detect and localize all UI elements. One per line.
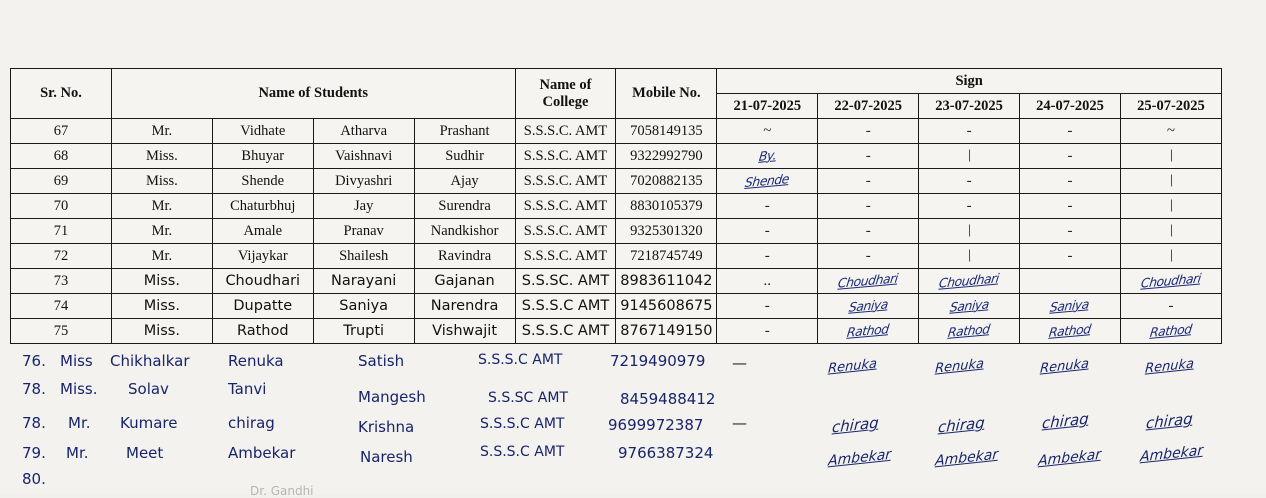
sign-mark: ~ [763,122,772,139]
cell-sign-2[interactable] [818,319,919,344]
cell-title: Miss. [111,169,212,194]
sign-mark: \ [1165,195,1177,216]
sign-mark: - [865,247,871,264]
signature-mark: chirag [1041,409,1090,433]
signature-mark: Renuka [1144,356,1195,377]
freehand-first-name: Tanvi [228,380,267,398]
cell-sr: 70 [11,194,112,219]
cell-sign-4[interactable] [1020,144,1121,169]
cell-sr: 74 [11,294,112,319]
cell-title: Mr. [111,244,212,269]
sign-mark: \ [964,220,975,241]
freehand-surname: Chikhalkar [110,352,190,370]
freehand-sr: 79. [22,444,46,462]
freehand-surname: Kumare [120,414,178,432]
cell-college: S.S.S.C. AMT [515,169,616,194]
freehand-college: S.S.S.C AMT [478,352,563,368]
freehand-father-name: Naresh [360,448,413,466]
header-sr-no: Sr. No. [11,69,112,119]
freehand-title: Miss. [60,380,98,398]
sign-mark: — [732,414,747,432]
cell-first-name: Divyashri [313,169,414,194]
sign-mark: - [1067,222,1073,239]
cell-surname: Vidhate [212,119,313,144]
signature-mark: Rathod [846,320,890,340]
freehand-sign-2[interactable] [827,356,878,377]
header-mobile-no: Mobile No. [616,69,717,119]
cell-sr: 75 [11,319,112,344]
table-row [11,269,1222,294]
cell-father-name: Vishwajit [414,319,515,344]
table-row [11,294,1222,319]
cell-title: Mr. [111,194,212,219]
cell-sign-3[interactable] [919,144,1020,169]
cell-sign-1[interactable] [717,269,818,294]
sign-mark: - [1168,297,1174,314]
signature-mark: Ambekar [1139,442,1204,466]
cell-college: S.S.S.C. AMT [515,244,616,269]
cell-sign-5[interactable] [1120,169,1221,194]
signature-mark: Choudhari [837,269,899,291]
sign-mark: \ [1165,170,1177,191]
cell-surname: Bhuyar [212,144,313,169]
header-sign-date-2: 22-07-2025 [818,94,919,119]
table-row [11,144,1222,169]
cell-sign-3[interactable] [919,119,1020,144]
cell-sign-2[interactable] [818,269,919,294]
freehand-title: Mr. [66,444,89,462]
cell-surname: Rathod [212,319,313,344]
table-row [11,219,1222,244]
cell-first-name: Narayani [313,269,414,294]
freehand-title: Mr. [68,414,91,432]
cell-college: S.S.SC. AMT [515,269,616,294]
signature-mark: Renuka [1039,356,1090,377]
sign-mark: - [865,172,871,189]
freehand-mobile: 9699972387 [608,416,704,434]
cell-mobile: 7058149135 [616,119,717,144]
signature-mark: Rathod [1048,320,1092,340]
sign-mark: .. [763,272,772,289]
sign-mark: \ [1165,220,1177,241]
signature-mark: Saniya [948,295,990,315]
cell-mobile: 9325301320 [616,219,717,244]
freehand-sign-3[interactable] [934,356,985,377]
sign-mark: \ [1165,245,1177,266]
table-row [11,169,1222,194]
cell-sign-2[interactable] [818,144,919,169]
cell-sr: 68 [11,144,112,169]
table-row [11,194,1222,219]
cell-title: Miss. [111,144,212,169]
header-sign-date-4: 24-07-2025 [1020,94,1121,119]
freehand-sign-2[interactable] [831,413,880,437]
cell-father-name: Ajay [414,169,515,194]
freehand-first-name: chirag [228,414,275,432]
sign-mark: \ [964,145,975,166]
cell-sign-3[interactable] [919,219,1020,244]
cell-sign-1[interactable] [717,219,818,244]
sign-mark: - [865,222,871,239]
freehand-sign-4[interactable] [1039,356,1090,377]
sign-mark: — [732,354,747,372]
cell-first-name: Atharva [313,119,414,144]
signature-mark: chirag [1145,409,1194,433]
cell-title: Miss. [111,319,212,344]
cell-sign-5[interactable] [1120,269,1221,294]
freehand-mobile: 9766387324 [618,444,714,462]
cell-father-name: Narendra [414,294,515,319]
sign-mark: - [1067,147,1073,164]
cell-sign-4[interactable] [1020,244,1121,269]
cell-title: Miss. [111,294,212,319]
sign-mark: - [764,322,770,339]
cell-sign-5[interactable] [1120,119,1221,144]
cell-sign-1[interactable] [717,319,818,344]
freehand-college: S.S.SC AMT [488,390,568,406]
cell-college: S.S.S.C AMT [515,319,616,344]
cell-sign-4[interactable] [1020,169,1121,194]
cell-sign-4[interactable] [1020,219,1121,244]
cell-sign-2[interactable] [818,294,919,319]
freehand-sr: 76. [22,352,46,370]
cell-first-name: Vaishnavi [313,144,414,169]
sign-mark: - [764,247,770,264]
freehand-sign-1[interactable] [732,414,747,432]
cell-mobile: 7218745749 [616,244,717,269]
freehand-sign-5[interactable] [1139,442,1204,466]
cell-surname: Shende [212,169,313,194]
sign-mark: - [1067,122,1073,139]
sign-mark: - [764,197,770,214]
signature-mark: Ambekar [1037,446,1102,470]
freehand-title: Miss [60,352,93,370]
cell-sign-4[interactable] [1020,319,1121,344]
cell-sr: 73 [11,269,112,294]
cell-title: Mr. [111,219,212,244]
sign-mark: - [1067,247,1073,264]
page-footer-faint: Dr. Gandhi [250,484,314,498]
cell-first-name: Pranav [313,219,414,244]
signature-mark: Renuka [934,356,985,377]
sign-mark: - [865,147,871,164]
header-name-of-college: Name of College [515,69,616,119]
freehand-sign-4[interactable] [1037,446,1102,470]
signature-mark: By. [757,146,777,164]
cell-sr: 72 [11,244,112,269]
cell-sign-2[interactable] [818,119,919,144]
cell-sign-5[interactable] [1120,244,1221,269]
sign-mark: - [865,122,871,139]
header-sign-date-3: 23-07-2025 [919,94,1020,119]
cell-sr: 71 [11,219,112,244]
freehand-sign-1[interactable] [732,354,747,372]
cell-first-name: Jay [313,194,414,219]
signature-mark: Shende [744,170,791,190]
table-row [11,319,1222,344]
sign-mark: - [1067,197,1073,214]
header-name-of-students: Name of Students [111,69,515,119]
freehand-mobile: 8459488412 [620,390,716,408]
cell-father-name: Nandkishor [414,219,515,244]
freehand-sign-5[interactable] [1145,409,1194,433]
freehand-surname: Meet [126,444,164,462]
header-row-main [11,69,1222,94]
freehand-sign-2[interactable] [827,446,892,470]
signature-mark: chirag [937,413,986,437]
cell-sign-3[interactable] [919,194,1020,219]
cell-mobile: 7020882135 [616,169,717,194]
signature-mark: Rathod [1149,320,1193,340]
cell-father-name: Ravindra [414,244,515,269]
sign-mark: - [764,222,770,239]
cell-first-name: Saniya [313,294,414,319]
freehand-mobile: 7219490979 [610,352,706,370]
cell-father-name: Gajanan [414,269,515,294]
table-head [11,69,1222,119]
cell-surname: Dupatte [212,294,313,319]
cell-sr: 67 [11,119,112,144]
attendance-table [10,68,1222,344]
freehand-sr: 78. [22,380,46,398]
header-sign-date-5: 25-07-2025 [1120,94,1221,119]
cell-surname: Choudhari [212,269,313,294]
cell-father-name: Prashant [414,119,515,144]
cell-sign-3[interactable] [919,169,1020,194]
freehand-sign-4[interactable] [1041,409,1090,433]
freehand-surname: Solav [128,380,169,398]
sign-mark: - [966,122,972,139]
cell-college: S.S.S.C AMT [515,294,616,319]
signature-mark: Choudhari [1140,269,1202,291]
cell-sign-3[interactable] [919,244,1020,269]
cell-first-name: Trupti [313,319,414,344]
sign-mark: \ [964,245,975,266]
sign-mark: - [966,197,972,214]
freehand-sign-3[interactable] [937,413,986,437]
freehand-father-name: Mangesh [358,388,426,406]
cell-sign-3[interactable] [919,319,1020,344]
signature-mark: Saniya [1049,295,1091,315]
cell-surname: Vijaykar [212,244,313,269]
freehand-first-name: Ambekar [228,444,296,462]
cell-college: S.S.S.C. AMT [515,119,616,144]
cell-sign-4[interactable] [1020,294,1121,319]
cell-sign-1[interactable] [717,119,818,144]
cell-mobile: 8983611042 [616,269,717,294]
cell-title: Mr. [111,119,212,144]
signature-mark: Ambekar [934,446,999,470]
freehand-sr: 80. [22,470,46,488]
freehand-father-name: Krishna [358,418,415,436]
table-row [11,244,1222,269]
cell-sign-1[interactable] [717,144,818,169]
cell-sign-1[interactable] [717,244,818,269]
cell-sr: 69 [11,169,112,194]
cell-sign-5[interactable] [1120,144,1221,169]
freehand-college: S.S.S.C AMT [480,444,565,460]
cell-title: Miss. [111,269,212,294]
cell-sign-1[interactable] [717,194,818,219]
sign-mark: - [865,197,871,214]
cell-father-name: Surendra [414,194,515,219]
cell-surname: Chaturbhuj [212,194,313,219]
table-row [11,119,1222,144]
freehand-sr: 78. [22,414,46,432]
cell-sign-1[interactable] [717,294,818,319]
freehand-sign-5[interactable] [1144,356,1195,377]
signature-mark: Renuka [827,356,878,377]
freehand-entries [10,352,1222,492]
cell-sign-4[interactable] [1020,119,1121,144]
cell-college: S.S.S.C. AMT [515,194,616,219]
cell-surname: Amale [212,219,313,244]
cell-sign-5[interactable] [1120,294,1221,319]
cell-sign-3[interactable] [919,294,1020,319]
signature-mark: Choudhari [938,269,1000,291]
cell-sign-3[interactable] [919,269,1020,294]
cell-sign-2[interactable] [818,244,919,269]
cell-college: S.S.S.C. AMT [515,144,616,169]
freehand-first-name: Renuka [228,352,284,370]
cell-sign-2[interactable] [818,219,919,244]
header-sign-date-1: 21-07-2025 [717,94,818,119]
freehand-sign-3[interactable] [934,446,999,470]
cell-first-name: Shailesh [313,244,414,269]
cell-sign-2[interactable] [818,194,919,219]
signature-mark: Ambekar [827,446,892,470]
sign-mark: \ [1165,145,1177,166]
sign-mark: - [764,297,770,314]
signature-mark: chirag [831,413,880,437]
freehand-college: S.S.S.C AMT [480,416,565,432]
cell-sign-5[interactable] [1120,194,1221,219]
sign-mark: - [966,172,972,189]
cell-mobile: 8767149150 [616,319,717,344]
signature-mark: Rathod [947,320,991,340]
cell-sign-1[interactable] [717,169,818,194]
freehand-father-name: Satish [358,352,405,370]
cell-sign-5[interactable] [1120,319,1221,344]
signature-mark: Saniya [847,295,889,315]
cell-sign-4[interactable] [1020,194,1121,219]
sign-mark: - [1067,172,1073,189]
cell-sign-5[interactable] [1120,219,1221,244]
cell-mobile: 9322992790 [616,144,717,169]
cell-sign-2[interactable] [818,169,919,194]
table-body [11,119,1222,344]
cell-college: S.S.S.C. AMT [515,219,616,244]
sign-mark: ~ [1166,122,1176,139]
cell-sign-4[interactable] [1020,269,1121,294]
cell-mobile: 8830105379 [616,194,717,219]
cell-father-name: Sudhir [414,144,515,169]
header-sign: Sign [717,69,1222,94]
cell-mobile: 9145608675 [616,294,717,319]
